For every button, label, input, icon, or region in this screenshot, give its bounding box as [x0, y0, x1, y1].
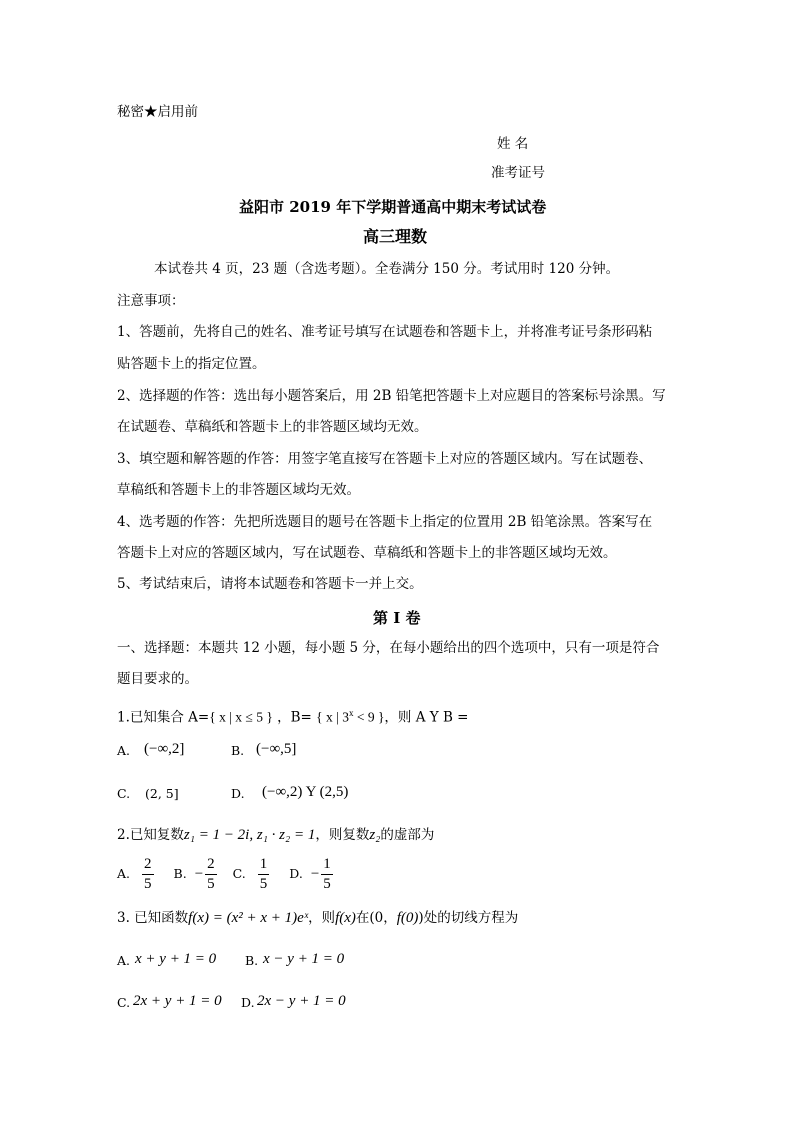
q1-set-a: { x | x ≤ 5 }: [209, 709, 273, 725]
q2-option-d-den: 5: [323, 876, 331, 892]
q1-option-d: (−∞,2) Y (2,5): [262, 784, 349, 800]
q2-option-d-fraction: [321, 857, 333, 892]
q3-stem-at: 在(0，: [355, 910, 397, 926]
name-label: 姓 名: [497, 136, 529, 152]
q1-stem-mid: ，B=: [272, 709, 317, 726]
q1-option-d-label: D.: [231, 786, 245, 801]
q3-function: f(x) = (x² + x + 1)eˣ: [188, 910, 309, 926]
q1-option-b-label: B.: [231, 743, 245, 758]
q2-option-b-num: 2: [205, 857, 217, 875]
q2-option-a-num: 2: [142, 857, 154, 875]
note-1-line-1: 1、答题前，先将自己的姓名、准考证号填写在试题卷和答题卡上，并将准考证号条形码粘: [117, 324, 653, 340]
notes-heading: 注意事项：: [117, 293, 185, 309]
q3-option-b: x − y + 1 = 0: [263, 951, 345, 967]
q3-function-value: f(0): [396, 910, 419, 926]
q1-set-b-close: < 9 }: [353, 709, 385, 725]
q3-option-d-label: D.: [241, 995, 255, 1010]
q3-stem-tail: )处的切线方程为: [418, 910, 519, 926]
section-instruction-line-1: 一、选择题：本题共 12 小题，每小题 5 分，在每小题给出的四个选项中，只有一项是符合: [117, 640, 660, 656]
note-2-line-2: 在试题卷、草稿纸和答题卡上的非答题区域均无效。: [117, 419, 428, 435]
q1-option-a-label: A.: [117, 743, 131, 758]
q1-stem-prefix: 1.已知集合 A=: [117, 709, 210, 726]
note-2-line-1: 2、选择题的作答：选出每小题答案后，用 2B 铅笔把答题卡上对应题目的答案标号涂黑。写: [117, 388, 666, 404]
q2-option-c-den: 5: [259, 876, 268, 892]
note-4-line-1: 4、选考题的作答：先把所选题目的题号在答题卡上指定的位置用 2B 铅笔涂黑。答案写在: [117, 514, 653, 530]
question-2-stem: [117, 828, 434, 843]
q2-option-c-label: C.: [232, 866, 246, 882]
exam-title: 益阳市 2019 年下学期普通高中期末考试试卷: [239, 198, 547, 216]
q2-option-d-num: 1: [321, 857, 333, 875]
section-title: 第 I 卷: [373, 609, 421, 627]
q2-option-d-sign: −: [310, 866, 320, 882]
q1-set-b-exponent: x: [348, 708, 354, 718]
q1-option-a: (−∞,2]: [144, 741, 185, 757]
q2-option-b-den: 5: [207, 876, 215, 892]
section-instruction-line-2: 题目要求的。: [117, 671, 198, 687]
q1-option-c-label: C.: [117, 786, 131, 801]
q3-option-d: 2x − y + 1 = 0: [257, 993, 346, 1009]
confidential-label: 秘密★启用前: [117, 104, 198, 120]
question-1-stem: [117, 709, 468, 725]
exam-subtitle: 高三理数: [363, 227, 428, 246]
q2-option-a-den: 5: [144, 876, 152, 892]
q2-option-a-fraction: [142, 857, 154, 892]
q2-stem-mid: ，则复数: [315, 827, 370, 843]
q2-option-c-num: 1: [258, 857, 270, 875]
q3-option-c-label: C.: [117, 995, 131, 1010]
note-1-line-2: 贴答题卡上的指定位置。: [117, 356, 266, 372]
q3-option-a-label: A.: [117, 953, 131, 968]
q2-stem-var: z₂: [369, 827, 381, 843]
q2-option-b-label: B.: [173, 866, 187, 882]
q2-option-a-label: A.: [117, 866, 131, 882]
q3-stem-mid: ，则: [308, 910, 336, 926]
question-3-stem: [117, 911, 518, 926]
exam-id-label: 准考证号: [491, 165, 545, 181]
intro-text: 本试卷共 4 页，23 题（含选考题）。全卷满分 150 分。考试用时 120 分钟。: [154, 261, 620, 277]
q2-options: [117, 857, 335, 892]
note-5: 5、考试结束后，请将本试题卷和答题卡一并上交。: [117, 576, 423, 592]
q3-function-ref: f(x): [335, 910, 356, 926]
q1-set-b: { x | 3: [316, 709, 349, 725]
note-4-line-2: 答题卡上对应的答题区域内，写在试题卷、草稿纸和答题卡上的非答题区域均无效。: [117, 545, 617, 561]
q1-option-c: (2, 5]: [145, 786, 179, 801]
q2-option-b-fraction: [205, 857, 217, 892]
note-3-line-2: 草稿纸和答题卡上的非答题区域均无效。: [117, 482, 360, 498]
q2-option-c-fraction: [258, 857, 270, 892]
q3-option-a: x + y + 1 = 0: [135, 951, 217, 967]
q2-stem-math: z₁ = 1 − 2i, z₁ · z₂ = 1: [183, 827, 316, 843]
q2-option-d-label: D.: [289, 866, 303, 882]
q1-option-b: (−∞,5]: [256, 741, 297, 757]
q2-stem-prefix: 2.已知复数: [117, 827, 184, 843]
q2-option-b-sign: −: [194, 866, 204, 882]
q2-stem-tail: 的虚部为: [380, 827, 435, 843]
q3-option-b-label: B.: [245, 953, 259, 968]
q1-stem-tail: ，则 A Y B =: [384, 709, 469, 726]
q3-option-c: 2x + y + 1 = 0: [133, 993, 222, 1009]
q3-stem-prefix: 3. 已知函数: [117, 910, 189, 926]
note-3-line-1: 3、填空题和解答题的作答：用签字笔直接写在答题卡上对应的答题区域内。写在试题卷、: [117, 451, 653, 467]
